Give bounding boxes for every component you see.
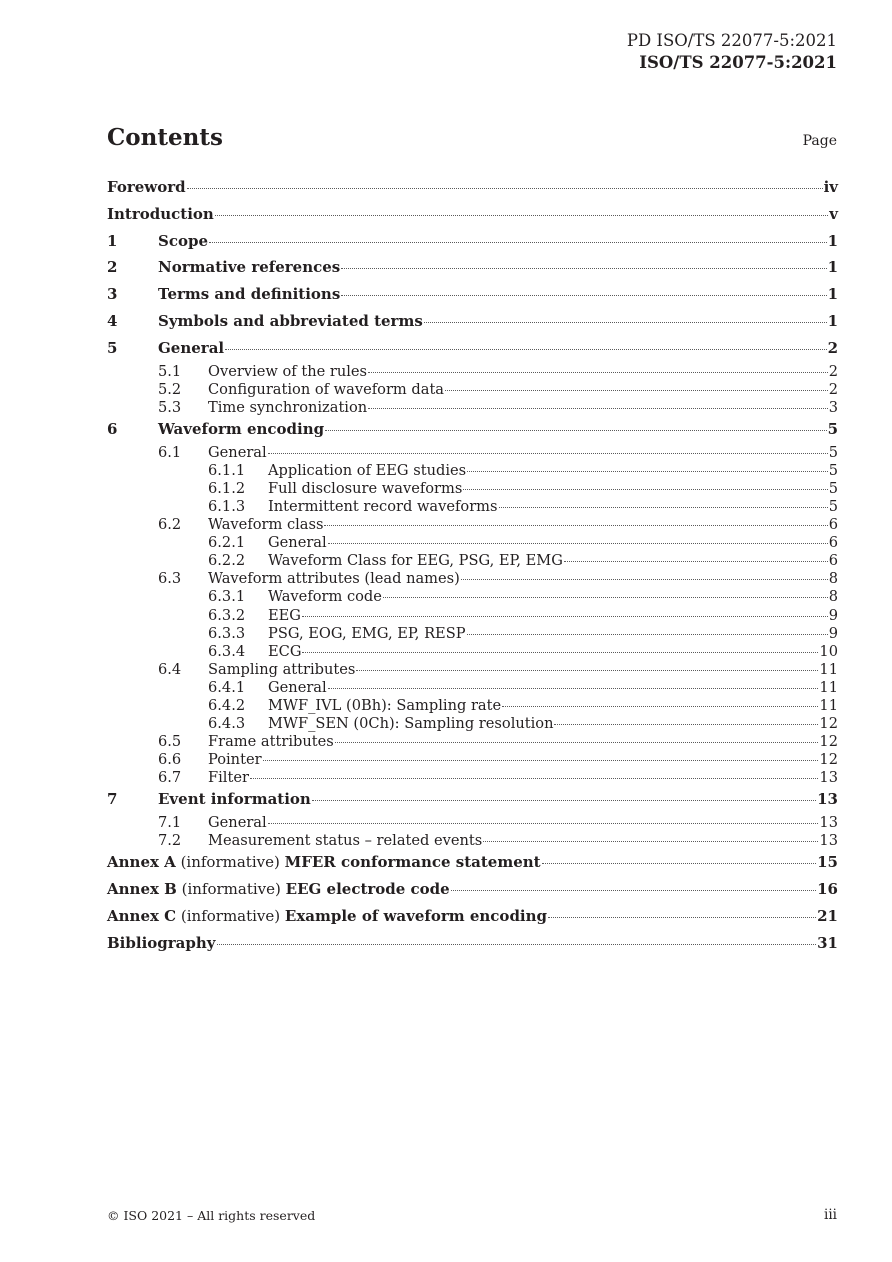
toc-entry-page: 8 <box>828 588 838 606</box>
toc-entry-title: Pointer <box>208 751 262 769</box>
dot-leader <box>187 188 823 189</box>
toc-entry-title-wrap <box>107 769 838 787</box>
toc-entry-title: Intermittent record waveforms <box>268 497 498 515</box>
dot-leader <box>302 652 818 653</box>
toc-entry[interactable] <box>107 229 838 256</box>
toc-entry[interactable] <box>107 498 838 516</box>
dot-leader <box>554 724 818 725</box>
toc-entry[interactable] <box>107 255 838 282</box>
dot-leader <box>335 742 819 743</box>
toc-entry-page: 1 <box>827 231 838 250</box>
toc-entry-number: 6 <box>107 419 118 438</box>
page-number: iii <box>824 1207 837 1223</box>
dot-leader <box>383 597 828 598</box>
toc-entry-title-wrap <box>107 284 838 304</box>
toc-entry-page: 11 <box>819 696 838 714</box>
toc-entry-title-wrap <box>107 789 838 809</box>
toc-entry-title-wrap <box>107 814 838 832</box>
toc-entry-title-wrap <box>107 381 838 399</box>
toc-entry-page: 1 <box>827 311 838 330</box>
toc-entry-title: ECG <box>268 642 302 660</box>
dot-leader <box>483 841 818 842</box>
header-designation-iso: ISO/TS 22077-5:2021 <box>639 53 837 72</box>
toc-entry-title-wrap <box>107 570 838 588</box>
toc-entry-number: 6.1.3 <box>208 497 246 515</box>
toc-entry-number: 6.6 <box>158 751 182 769</box>
toc-entry-page: 31 <box>817 933 838 952</box>
toc-entry[interactable] <box>107 381 838 399</box>
toc-entry-page: 5 <box>828 479 838 497</box>
toc-entry-page: 9 <box>828 606 838 624</box>
toc-entry-title-wrap <box>107 661 838 679</box>
dot-leader <box>356 670 818 671</box>
toc-entry-page: 16 <box>817 880 838 899</box>
toc-entry-page: 21 <box>817 907 838 926</box>
toc-entry[interactable] <box>107 282 838 309</box>
toc-entry-title: Configuration of waveform data <box>208 380 445 398</box>
toc-entry-title-wrap <box>107 311 838 331</box>
dot-leader <box>499 507 828 508</box>
toc-entry[interactable] <box>107 175 838 202</box>
toc-entry-title: Filter <box>208 769 249 787</box>
toc-entry-number: 6.5 <box>158 733 182 751</box>
toc-entry-number: 6.3.2 <box>208 606 246 624</box>
toc-entry[interactable] <box>107 877 838 904</box>
toc-entry[interactable] <box>107 607 838 625</box>
toc-entry-number: 6.3.1 <box>208 588 246 606</box>
toc-entry-number: 6.2.2 <box>208 552 246 570</box>
dot-leader <box>445 390 828 391</box>
toc-entry-title-wrap <box>107 906 838 926</box>
toc-entry-number: 6.3.4 <box>208 642 246 660</box>
toc-entry-number: 6.1.1 <box>208 461 246 479</box>
toc-entry-number: 6.3.3 <box>208 624 246 642</box>
toc-entry[interactable] <box>107 850 838 877</box>
toc-entry[interactable] <box>107 588 838 606</box>
toc-entry-title: Sampling attributes <box>208 660 356 678</box>
toc-entry-annex-type: (informative) <box>175 853 285 872</box>
toc-entry-title: Bibliography <box>107 933 216 952</box>
dot-leader <box>461 579 828 580</box>
toc-entry-title-wrap <box>107 257 838 277</box>
dot-leader <box>225 349 826 350</box>
toc-entry[interactable] <box>107 643 838 661</box>
toc-entry-title-wrap <box>107 419 838 439</box>
toc-entry[interactable] <box>107 480 838 498</box>
toc-entry-number: 2 <box>107 258 118 277</box>
toc-entry-number: 6.2 <box>158 516 182 534</box>
toc-entry-page: 13 <box>819 814 838 832</box>
toc-entry-number: 6.4.2 <box>208 696 246 714</box>
toc-entry[interactable] <box>107 570 838 588</box>
toc-entry-page: 12 <box>819 751 838 769</box>
toc-entry-annex-type: (informative) <box>176 880 286 899</box>
dot-leader <box>312 800 816 801</box>
toc-entry-annex-type: (informative) <box>176 907 285 926</box>
toc-entry[interactable] <box>107 787 838 814</box>
dot-leader <box>502 706 818 707</box>
toc-entry-title-wrap <box>107 516 838 534</box>
toc-entry-title: Waveform encoding <box>158 419 325 438</box>
toc-entry-title-wrap <box>107 751 838 769</box>
toc-entry[interactable] <box>107 534 838 552</box>
toc-entry-page: 3 <box>828 398 838 416</box>
toc-entry-page: 1 <box>827 285 838 304</box>
document-header <box>627 30 837 74</box>
toc-entry-page: iv <box>823 178 838 196</box>
dot-leader <box>542 863 817 864</box>
toc-entry-title: General <box>208 443 267 461</box>
toc-entry-title: Scope <box>158 231 209 250</box>
dot-leader <box>548 917 816 918</box>
dot-leader <box>564 561 828 562</box>
toc-entry-annex-title: Example of waveform encoding <box>284 907 548 926</box>
dot-leader <box>341 268 826 269</box>
toc-entry-title: Application of EEG studies <box>268 461 467 479</box>
dot-leader <box>463 489 827 490</box>
toc-entry-title: Frame attributes <box>208 733 334 751</box>
toc-entry-number: 6.4.1 <box>208 678 246 696</box>
toc-entry-page: 2 <box>828 362 838 380</box>
toc-entry-number: 5.2 <box>158 380 182 398</box>
toc-entry-number: 5.3 <box>158 398 182 416</box>
toc-entry-annex-title: MFER conformance statement <box>284 853 541 872</box>
toc-entry[interactable] <box>107 363 838 381</box>
toc-entry-page: 5 <box>828 461 838 479</box>
toc-entry-number: 6.2.1 <box>208 534 246 552</box>
toc-entry-page: 2 <box>828 380 838 398</box>
toc-entry-page: 13 <box>817 790 838 809</box>
dot-leader <box>341 295 826 296</box>
toc-entry[interactable] <box>107 697 838 715</box>
dot-leader <box>217 944 817 945</box>
toc-entry[interactable] <box>107 552 838 570</box>
toc-entry-number: 1 <box>107 231 118 250</box>
toc-entry[interactable] <box>107 679 838 697</box>
toc-entry-title-wrap <box>107 444 838 462</box>
dot-leader <box>451 890 816 891</box>
toc-entry-title: Foreword <box>107 178 186 196</box>
toc-entry-title: Normative references <box>158 258 341 277</box>
toc-entry-title: Waveform Class for EEG, PSG, EP, EMG <box>268 552 563 570</box>
dot-leader <box>467 634 828 635</box>
dot-leader <box>368 408 828 409</box>
dot-leader <box>424 322 827 323</box>
toc-entry-title-wrap <box>107 733 838 751</box>
toc-entry-title: Event information <box>158 790 311 809</box>
toc-entry-title: General <box>268 534 327 552</box>
dot-leader <box>209 242 827 243</box>
toc-entry-title-wrap <box>107 852 838 872</box>
toc-entry-page: 5 <box>828 497 838 515</box>
dot-leader <box>302 616 828 617</box>
dot-leader <box>263 760 819 761</box>
toc-entry-title: Waveform code <box>268 588 382 606</box>
toc-entry-title: MWF_IVL (0Bh): Sampling rate <box>268 696 502 714</box>
toc-entry-title: Overview of the rules <box>208 362 368 380</box>
toc-entry-page: 15 <box>817 853 838 872</box>
toc-entry-title-wrap <box>107 399 838 417</box>
toc-entry[interactable] <box>107 417 838 444</box>
copyright-notice: © ISO 2021 – All rights reserved <box>107 1208 316 1223</box>
toc-entry-number: 6.4 <box>158 660 182 678</box>
toc-entry-title: Terms and definitions <box>158 285 341 304</box>
toc-entry-page: v <box>829 204 838 223</box>
toc-entry-title-wrap <box>107 879 838 899</box>
toc-entry-title: Waveform attributes (lead names) <box>208 570 460 588</box>
toc-entry-number: 6.3 <box>158 570 182 588</box>
header-designation-pd: PD ISO/TS 22077-5:2021 <box>626 31 837 50</box>
toc-entry-page: 10 <box>819 642 838 660</box>
dot-leader <box>324 525 827 526</box>
page-column-label: Page <box>802 133 837 149</box>
toc-entry-number: 7 <box>107 790 118 809</box>
dot-leader <box>328 543 828 544</box>
dot-leader <box>328 688 819 689</box>
toc-entry-title: General <box>158 338 225 357</box>
toc-entry-page: 11 <box>819 660 838 678</box>
toc-entry-page: 5 <box>827 419 838 438</box>
toc-entry-page: 8 <box>828 570 838 588</box>
table-of-contents <box>107 175 838 958</box>
contents-heading: Contents <box>107 124 223 151</box>
toc-entry-number: 6.1 <box>158 443 182 461</box>
dot-leader <box>250 778 818 779</box>
toc-entry-title-wrap <box>107 177 838 197</box>
toc-entry-page: 6 <box>828 552 838 570</box>
toc-entry-title: Annex C <box>107 907 177 926</box>
toc-entry-number: 7.2 <box>158 832 182 850</box>
toc-entry-number: 6.1.2 <box>208 479 246 497</box>
toc-entry[interactable] <box>107 715 838 733</box>
dot-leader <box>467 471 828 472</box>
toc-entry[interactable] <box>107 931 838 958</box>
toc-entry[interactable] <box>107 769 838 787</box>
toc-entry[interactable] <box>107 661 838 679</box>
toc-entry-number: 3 <box>107 285 118 304</box>
toc-entry-number: 4 <box>107 311 118 330</box>
toc-entry-title: PSG, EOG, EMG, EP, RESP <box>268 624 466 642</box>
toc-entry-number: 5.1 <box>158 362 182 380</box>
toc-entry[interactable] <box>107 444 838 462</box>
toc-entry-title: Annex A <box>107 853 176 872</box>
dot-leader <box>325 430 826 431</box>
toc-entry-title: Full disclosure waveforms <box>268 479 463 497</box>
toc-entry-page: 11 <box>819 678 838 696</box>
toc-entry-page: 13 <box>819 769 838 787</box>
toc-entry-page: 5 <box>828 443 838 461</box>
toc-entry-title-wrap <box>107 933 838 953</box>
toc-entry-title: Measurement status – related events <box>208 832 483 850</box>
toc-entry[interactable] <box>107 336 838 363</box>
dot-leader <box>268 453 828 454</box>
toc-entry-number: 6.7 <box>158 769 182 787</box>
toc-entry-page: 6 <box>828 516 838 534</box>
toc-entry[interactable] <box>107 832 838 850</box>
toc-entry-title: Time synchronization <box>208 398 368 416</box>
toc-entry[interactable] <box>107 814 838 832</box>
toc-entry-title: General <box>268 678 327 696</box>
toc-entry[interactable] <box>107 309 838 336</box>
toc-entry[interactable] <box>107 202 838 229</box>
toc-entry-page: 1 <box>827 258 838 277</box>
toc-entry-title: EEG <box>268 606 301 624</box>
toc-entry-title-wrap <box>107 204 838 224</box>
dot-leader <box>368 372 828 373</box>
toc-entry-number: 6.4.3 <box>208 715 246 733</box>
toc-entry[interactable] <box>107 733 838 751</box>
toc-entry-title: MWF_SEN (0Ch): Sampling resolution <box>268 715 554 733</box>
toc-entry-title: Annex B <box>107 880 177 899</box>
toc-entry-title: Waveform class <box>208 516 324 534</box>
toc-entry-page: 12 <box>819 715 838 733</box>
toc-entry[interactable] <box>107 751 838 769</box>
toc-entry[interactable] <box>107 462 838 480</box>
toc-entry-title: General <box>208 814 267 832</box>
toc-entry-annex-title: EEG electrode code <box>285 880 450 899</box>
toc-entry-title-wrap <box>107 363 838 381</box>
toc-entry-page: 12 <box>819 733 838 751</box>
dot-leader <box>268 823 819 824</box>
toc-entry[interactable] <box>107 399 838 417</box>
toc-entry-page: 2 <box>827 338 838 357</box>
toc-entry-page: 6 <box>828 534 838 552</box>
toc-entry-page: 9 <box>828 624 838 642</box>
toc-entry[interactable] <box>107 516 838 534</box>
toc-entry[interactable] <box>107 904 838 931</box>
toc-entry[interactable] <box>107 625 838 643</box>
toc-entry-title-wrap <box>107 832 838 850</box>
toc-entry-title-wrap <box>107 338 838 358</box>
toc-entry-title: Symbols and abbreviated terms <box>158 311 423 330</box>
dot-leader <box>215 215 828 216</box>
toc-entry-title: Introduction <box>107 204 214 223</box>
toc-entry-page: 13 <box>819 832 838 850</box>
toc-entry-title-wrap <box>107 231 838 251</box>
toc-entry-number: 7.1 <box>158 814 182 832</box>
toc-entry-number: 5 <box>107 338 118 357</box>
